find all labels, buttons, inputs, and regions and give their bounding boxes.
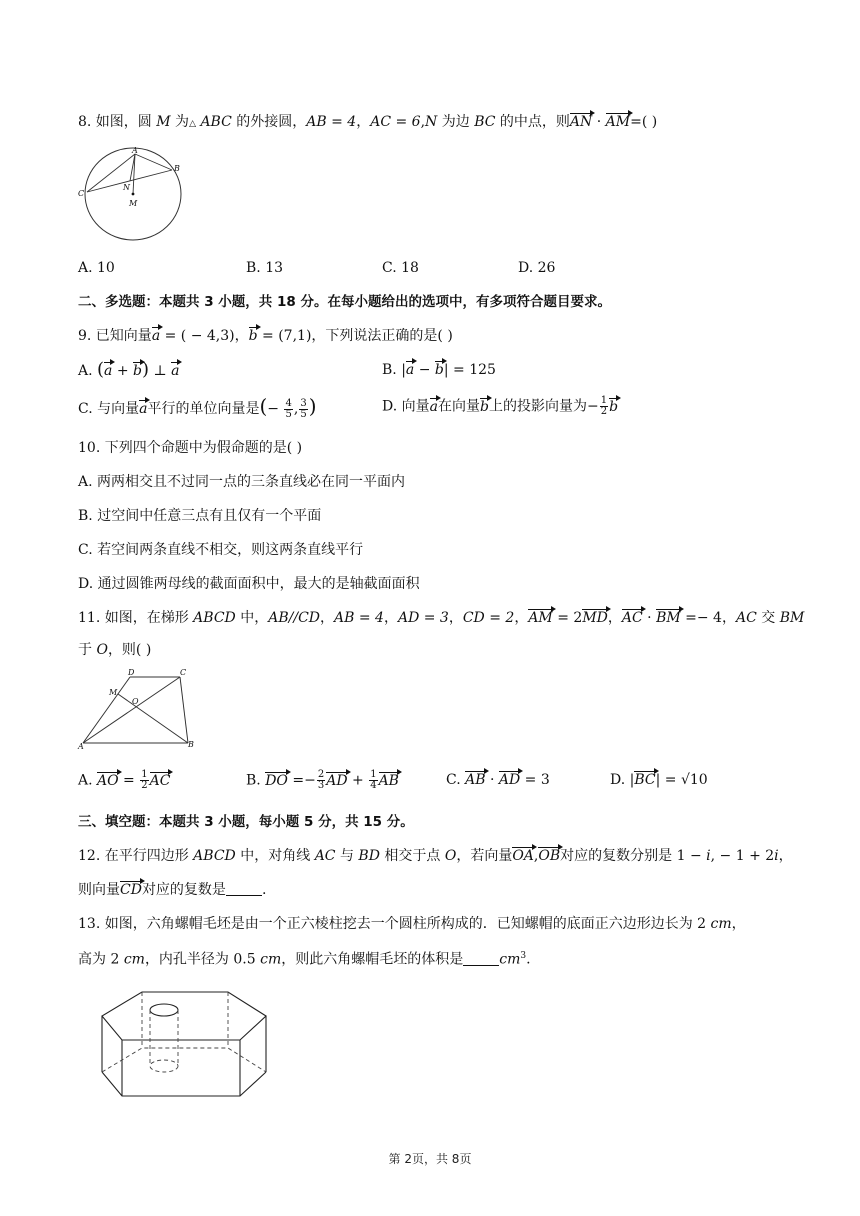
q8-option-a[interactable]: A. 10 <box>78 260 115 276</box>
page-footer: 第 2页，共 8页 <box>388 1152 472 1166</box>
q11-stem-line2: 于 O，则( ) <box>78 642 152 658</box>
section-3-heading: 三、填空题：本题共 3 小题，每小题 5 分，共 15 分。 <box>78 814 414 830</box>
q10-stem: 10. 下列四个命题中为假命题的是( ) <box>78 440 303 456</box>
q11-stem-line1: 11. 如图，在梯形 ABCD 中，AB//CD，AB = 4，AD = 3，CD = 2，AM = 2MD，AC · BM =− 4，AC 交 BM <box>78 610 805 626</box>
q12-answer-blank[interactable] <box>226 895 262 896</box>
q12-stem-line2: 则向量CD对应的复数是 . <box>78 882 267 898</box>
q11-option-b[interactable]: B. DO =− $\frac{2}{3}$ AD + $\frac{1}{4}$ AB <box>246 769 399 791</box>
svg-text:M: M <box>109 688 118 697</box>
q9-option-d[interactable]: D. 向量a在向量b上的投影向量为− $\frac{1}{2}$ b <box>382 395 619 417</box>
q13-hex-nut-figure <box>98 986 278 1102</box>
q11-option-c[interactable]: C. AB · AD = 3 <box>446 772 550 788</box>
q13-answer-blank[interactable] <box>463 965 499 966</box>
svg-text:B: B <box>174 164 180 173</box>
q8-circle-figure <box>78 144 188 244</box>
q12-stem-line1: 12. 在平行四边形 ABCD 中，对角线 AC 与 BD 相交于点 O，若向量OA,OB对应的复数分别是 1 − i, − 1 + 2i， <box>78 848 793 864</box>
q10-option-b[interactable]: B. 过空间中任意三点有且仅有一个平面 <box>78 508 322 524</box>
svg-text:C: C <box>180 668 187 677</box>
q10-option-a[interactable]: A. 两两相交且不过同一点的三条直线必在同一平面内 <box>78 474 406 490</box>
svg-text:N: N <box>123 183 130 192</box>
svg-text:A: A <box>78 742 84 751</box>
q13-stem-line1: 13. 如图，六角螺帽毛坯是由一个正六棱柱挖去一个圆柱所构成的．已知螺帽的底面正六边形边长为 2 cm， <box>78 916 746 932</box>
q9-option-a[interactable]: A. (a + b) ⊥ a <box>78 359 180 380</box>
q11-trapezoid-figure <box>78 668 198 750</box>
svg-text:O: O <box>132 697 139 706</box>
svg-text:D: D <box>128 668 135 677</box>
svg-text:M: M <box>129 199 138 208</box>
svg-text:B: B <box>188 740 194 749</box>
q11-option-a[interactable]: A. AO = $\frac{1}{2}$ AC <box>78 769 171 791</box>
section-2-heading: 二、多选题：本题共 3 小题，共 18 分。在每小题给出的选项中，有多项符合题目要求。 <box>78 294 611 310</box>
q8-option-b[interactable]: B. 13 <box>246 260 284 276</box>
q8-option-d[interactable]: D. 26 <box>518 260 556 276</box>
svg-text:A: A <box>132 146 138 155</box>
q11-option-d[interactable]: D. |BC| = √10 <box>610 772 708 788</box>
q10-option-c[interactable]: C. 若空间两条直线不相交，则这两条直线平行 <box>78 542 364 558</box>
svg-text:C: C <box>78 189 85 198</box>
q9-stem: 9. 已知向量a = ( − 4,3)，b = (7,1)，下列说法正确的是( ) <box>78 328 453 344</box>
q9-option-c[interactable]: C. 与向量a平行的单位向量是(− $\frac{4}{5}$ , $\frac{3}{5}$ ) <box>78 394 317 420</box>
q8-stem: 8. 如图，圆 M 为△ ABC 的外接圆，AB = 4，AC = 6,N 为边 BC 的中点，则AN · AM=( ) <box>78 114 658 130</box>
q10-option-d[interactable]: D. 通过圆锥两母线的截面面积中，最大的是轴截面面积 <box>78 576 420 592</box>
q8-option-c[interactable]: C. 18 <box>382 260 419 276</box>
q9-option-b[interactable]: B. |a − b| = 125 <box>382 362 496 378</box>
q13-stem-line2: 高为 2 cm，内孔半径为 0.5 cm，则此六角螺帽毛坯的体积是 $cm^3$. <box>78 951 531 968</box>
